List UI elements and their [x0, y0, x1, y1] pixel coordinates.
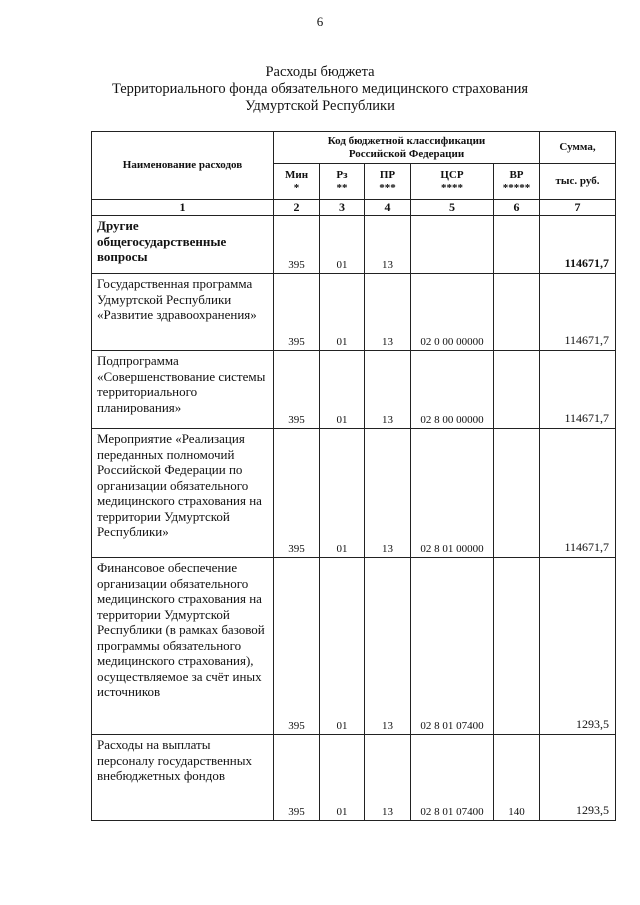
row-sum: 114671,7	[540, 216, 616, 274]
col-number: 6	[494, 200, 540, 216]
row-csr: 02 8 01 07400	[411, 558, 494, 735]
row-name: Другие общегосударственные вопросы	[92, 216, 274, 274]
row-vr	[494, 274, 540, 351]
row-rz: 01	[320, 216, 365, 274]
table-row	[92, 735, 616, 821]
header-vr: ВР *****	[494, 164, 540, 200]
row-sum: 114671,7	[540, 274, 616, 351]
header-rz: Рз **	[320, 164, 365, 200]
row-vr: 140	[494, 735, 540, 821]
header-sum: Сумма,	[540, 132, 616, 164]
table-row	[92, 274, 616, 351]
column-numbers-row	[92, 200, 616, 216]
row-pr: 13	[365, 735, 411, 821]
row-csr: 02 0 00 00000	[411, 274, 494, 351]
row-csr	[411, 216, 494, 274]
header-pr: ПР ***	[365, 164, 411, 200]
row-rz: 01	[320, 735, 365, 821]
row-sum: 1293,5	[540, 558, 616, 735]
page-number: 6	[316, 14, 324, 29]
row-vr	[494, 216, 540, 274]
row-min: 395	[274, 274, 320, 351]
row-sum: 114671,7	[540, 429, 616, 558]
row-vr	[494, 351, 540, 429]
table-row	[92, 216, 616, 274]
header-min: Мин *	[274, 164, 320, 200]
row-sum: 114671,7	[540, 351, 616, 429]
row-vr	[494, 558, 540, 735]
row-name: Государственная программа Удмуртской Республики «Развитие здравоохранения»	[92, 274, 274, 351]
row-pr: 13	[365, 558, 411, 735]
header-sum-unit: тыс. руб.	[540, 164, 616, 200]
table-row	[92, 351, 616, 429]
col-number: 4	[365, 200, 411, 216]
col-number: 5	[411, 200, 494, 216]
col-number: 2	[274, 200, 320, 216]
row-rz: 01	[320, 558, 365, 735]
table-row	[92, 558, 616, 735]
row-pr: 13	[365, 351, 411, 429]
title-line-1: Расходы бюджета	[265, 64, 375, 80]
row-csr: 02 8 01 07400	[411, 735, 494, 821]
row-name: Финансовое обеспечение организации обязательного медицинского страхования на территории Удмуртской Республики (в рамках базовой программы обязательного медицинского страхования), осуществляемое за счёт иных источников	[92, 558, 274, 735]
budget-table	[91, 131, 616, 821]
row-csr: 02 8 00 00000	[411, 351, 494, 429]
header-code-group: Код бюджетной классификации Российской Федерации	[274, 132, 540, 164]
row-pr: 13	[365, 429, 411, 558]
col-number: 7	[540, 200, 616, 216]
row-pr: 13	[365, 216, 411, 274]
row-vr	[494, 429, 540, 558]
row-min: 395	[274, 216, 320, 274]
row-min: 395	[274, 735, 320, 821]
row-name: Расходы на выплаты персоналу государственных внебюджетных фондов	[92, 735, 274, 821]
col-number: 3	[320, 200, 365, 216]
header-name: Наименование расходов	[92, 132, 274, 200]
row-csr: 02 8 01 00000	[411, 429, 494, 558]
row-sum: 1293,5	[540, 735, 616, 821]
row-rz: 01	[320, 351, 365, 429]
row-name: Мероприятие «Реализация переданных полномочий Российской Федерации по организации обязательного медицинского страхования на территории Удмуртской Республики»	[92, 429, 274, 558]
title-line-3: Удмуртской Республики	[245, 98, 395, 114]
row-pr: 13	[365, 274, 411, 351]
row-min: 395	[274, 429, 320, 558]
document-title	[0, 64, 640, 115]
row-min: 395	[274, 558, 320, 735]
title-line-2: Территориального фонда обязательного медицинского страхования	[111, 81, 529, 97]
row-rz: 01	[320, 429, 365, 558]
col-number: 1	[92, 200, 274, 216]
row-name: Подпрограмма «Совершенствование системы территориального планирования»	[92, 351, 274, 429]
row-rz: 01	[320, 274, 365, 351]
table-row	[92, 429, 616, 558]
row-min: 395	[274, 351, 320, 429]
header-csr: ЦСР ****	[411, 164, 494, 200]
